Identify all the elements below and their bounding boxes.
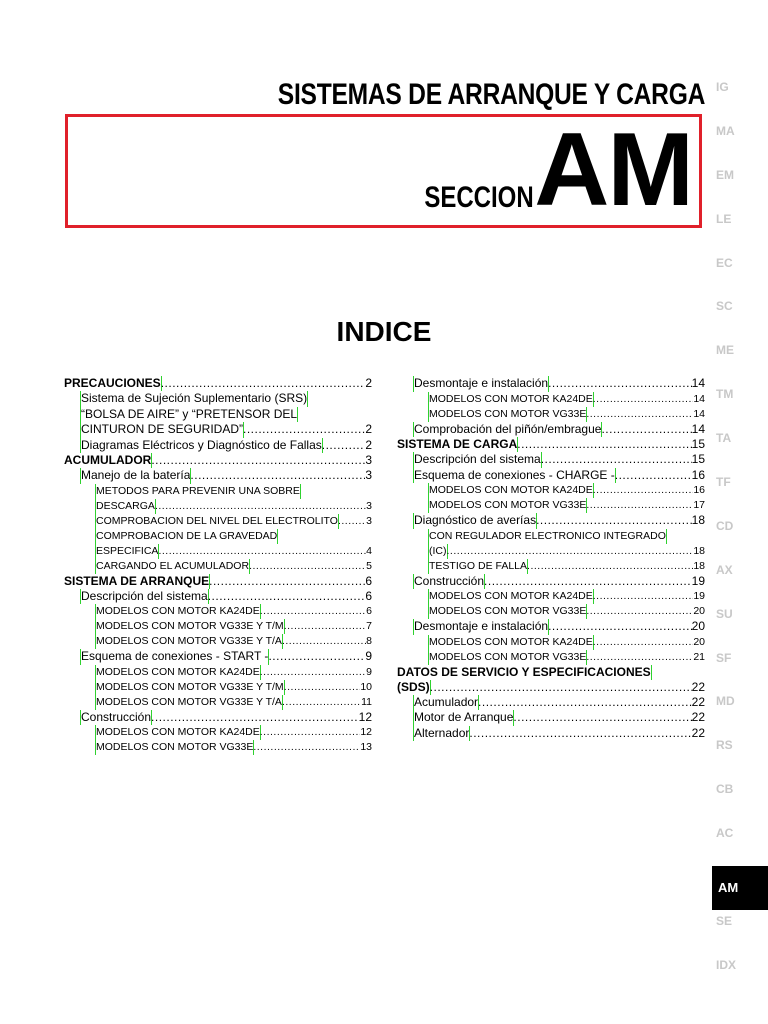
toc-entry-label[interactable]: Descripción del sistema xyxy=(81,588,208,603)
toc-entry-label[interactable]: MODELOS CON MOTOR KA24DE xyxy=(96,605,260,617)
toc-page-number: 18 xyxy=(691,513,705,527)
toc-entry-label[interactable]: MODELOS CON MOTOR KA24DE xyxy=(429,484,593,496)
toc-page-number: 16 xyxy=(693,484,705,496)
toc-leader-dots xyxy=(190,468,365,484)
toc-entry[interactable] xyxy=(397,635,705,650)
toc-leader-dots xyxy=(430,680,692,695)
toc-page-number: 20 xyxy=(691,619,705,633)
toc-entry[interactable] xyxy=(397,544,705,559)
toc-entry[interactable] xyxy=(64,725,372,740)
toc-page-number: 20 xyxy=(693,605,705,617)
toc-entry-label[interactable]: CINTURON DE SEGURIDAD” xyxy=(81,422,244,436)
toc-page-number: 6 xyxy=(365,588,372,603)
toc-entry[interactable] xyxy=(64,376,372,391)
toc-entry[interactable] xyxy=(397,437,705,452)
toc-entry[interactable] xyxy=(397,513,705,529)
toc-entry-label[interactable]: Desmontaje e instalación xyxy=(414,619,549,633)
toc-page-number: 16 xyxy=(691,467,705,482)
tab-sf[interactable]: SF xyxy=(716,650,732,665)
toc-leader-dots xyxy=(593,635,694,650)
toc-page-number: 9 xyxy=(366,665,372,678)
toc-entry-label[interactable]: MODELOS CON MOTOR VG33E xyxy=(96,741,254,753)
toc-leader-dots xyxy=(513,710,691,726)
toc-entry[interactable] xyxy=(397,619,705,635)
toc-entry-label[interactable]: MODELOS CON MOTOR VG33E xyxy=(429,605,587,617)
toc-entry-label[interactable]: Esquema de conexiones - CHARGE - xyxy=(414,467,615,482)
toc-entry-label[interactable]: PRECAUCIONES xyxy=(64,376,161,390)
toc-entry[interactable] xyxy=(64,574,372,589)
toc-entry-label[interactable]: DESCARGA xyxy=(96,499,155,512)
toc-entry[interactable] xyxy=(64,665,372,680)
toc-entry-label[interactable]: (IC) xyxy=(429,544,447,557)
toc-page-number: 14 xyxy=(691,376,705,390)
toc-page-number: 22 xyxy=(691,694,705,709)
toc-leader-dots xyxy=(548,376,692,392)
toc-leader-dots xyxy=(586,650,693,665)
toc-entry-label[interactable]: Acumulador xyxy=(414,694,479,709)
toc-left-column xyxy=(64,376,372,755)
toc-page-number: 3 xyxy=(366,499,372,512)
index-heading: INDICE xyxy=(336,316,432,347)
toc-entry-label[interactable]: Desmontaje e instalación xyxy=(414,376,549,390)
toc-leader-dots xyxy=(586,604,693,619)
toc-entry[interactable] xyxy=(64,422,372,438)
toc-page-number: 17 xyxy=(693,499,705,511)
toc-page-number: 22 xyxy=(691,710,705,724)
toc-entry-label[interactable]: MODELOS CON MOTOR VG33E Y T/M xyxy=(96,620,284,632)
toc-entry[interactable] xyxy=(64,619,372,634)
toc-entry-label[interactable]: METODOS PARA PREVENIR UNA SOBRE xyxy=(96,484,300,497)
toc-entry[interactable] xyxy=(397,422,705,438)
toc-leader-dots xyxy=(284,619,366,634)
toc-entry[interactable] xyxy=(64,634,372,649)
toc-entry-label[interactable]: Construcción xyxy=(81,709,152,724)
section-label: SECCION xyxy=(424,181,534,214)
toc-leader-dots xyxy=(593,392,694,407)
toc-page-number: 19 xyxy=(693,590,705,602)
toc-leader-dots xyxy=(593,589,694,604)
toc-leader-dots xyxy=(243,422,365,438)
section-code: AM xyxy=(534,112,692,228)
toc-page-number: 15 xyxy=(691,437,705,451)
tab-md[interactable]: MD xyxy=(716,694,735,709)
tab-ma[interactable]: MA xyxy=(716,123,735,138)
toc-page-number: 6 xyxy=(366,605,372,617)
toc-page-number: 3 xyxy=(366,514,372,527)
toc-page-number: 6 xyxy=(365,573,372,588)
toc-page-number: 19 xyxy=(691,573,705,588)
tab-me[interactable]: ME xyxy=(716,343,734,358)
toc-entry-label[interactable]: SISTEMA DE ARRANQUE xyxy=(64,573,210,588)
toc-entry[interactable] xyxy=(64,529,372,544)
toc-leader-dots xyxy=(260,604,366,619)
toc-entry[interactable] xyxy=(397,559,705,574)
toc-entry[interactable] xyxy=(64,680,372,695)
toc-entry[interactable] xyxy=(397,604,705,619)
toc-entry[interactable] xyxy=(397,376,705,392)
toc-page-number: 22 xyxy=(691,679,705,694)
toc-entry-label[interactable]: MODELOS CON MOTOR KA24DE xyxy=(96,665,260,678)
toc-page-number: 14 xyxy=(693,392,705,405)
toc-leader-dots xyxy=(469,726,691,742)
toc-leader-dots xyxy=(155,499,366,514)
toc-page-number: 21 xyxy=(693,650,705,663)
toc-leader-dots xyxy=(517,437,691,452)
toc-leader-dots xyxy=(249,559,366,574)
tab-sc[interactable]: SC xyxy=(716,299,733,314)
toc-entry[interactable] xyxy=(397,650,705,665)
toc-right-column xyxy=(397,376,705,741)
toc-entry-label[interactable]: (SDS) xyxy=(397,679,430,694)
toc-entry-label[interactable]: TESTIGO DE FALLA xyxy=(429,559,528,572)
toc-page-number: 9 xyxy=(365,649,372,663)
tab-ig[interactable]: IG xyxy=(716,80,729,94)
toc-leader-dots xyxy=(593,483,694,498)
toc-entry-label[interactable]: SISTEMA DE CARGA xyxy=(397,437,518,451)
toc-leader-dots xyxy=(548,619,692,635)
toc-leader-dots xyxy=(478,695,692,711)
toc-page-number: 7 xyxy=(366,620,372,632)
toc-entry[interactable] xyxy=(64,695,372,710)
toc-entry[interactable] xyxy=(64,391,372,407)
tab-idx[interactable]: IDX xyxy=(716,957,737,972)
toc-leader-dots xyxy=(484,574,692,590)
toc-page-number: 13 xyxy=(360,741,372,753)
toc-entry[interactable] xyxy=(397,726,705,742)
toc-entry[interactable] xyxy=(64,514,372,529)
toc-leader-dots xyxy=(322,438,366,454)
toc-entry[interactable] xyxy=(64,604,372,619)
tab-em[interactable]: EM xyxy=(716,167,734,182)
tab-ec[interactable]: EC xyxy=(716,255,733,270)
toc-entry[interactable] xyxy=(64,453,372,468)
toc-entry-label[interactable]: MODELOS CON MOTOR VG33E Y T/A xyxy=(96,635,282,647)
toc-page-number: 3 xyxy=(365,453,372,467)
toc-entry-label[interactable]: MODELOS CON MOTOR KA24DE xyxy=(429,392,593,405)
tab-su[interactable]: SU xyxy=(716,606,733,621)
toc-leader-dots xyxy=(282,695,361,710)
toc-page-number: 12 xyxy=(358,709,372,724)
tab-ac[interactable]: AC xyxy=(716,826,734,841)
section-title: SISTEMAS DE ARRANQUE Y CARGA xyxy=(277,78,705,111)
toc-entry-label[interactable]: MODELOS CON MOTOR KA24DE xyxy=(429,590,593,602)
section-tabs xyxy=(712,76,768,998)
toc-entry[interactable] xyxy=(64,740,372,755)
toc-entry-label[interactable]: Comprobación del piñón/embrague xyxy=(414,421,602,436)
toc-entry-label[interactable]: ESPECIFICA xyxy=(96,544,159,557)
tab-tm[interactable]: TM xyxy=(716,387,734,402)
toc-entry-label[interactable]: Motor de Arranque xyxy=(414,710,514,724)
toc-entry[interactable] xyxy=(397,498,705,513)
toc-page-number: 4 xyxy=(366,544,372,557)
toc-leader-dots xyxy=(253,740,360,755)
toc-entry-label[interactable]: Esquema de conexiones - START - xyxy=(81,649,269,663)
toc-entry-label[interactable]: COMPROBACION DE LA GRAVEDAD xyxy=(96,529,278,542)
toc-page-number: 10 xyxy=(360,680,372,693)
tab-cd[interactable]: CD xyxy=(716,518,734,533)
toc-leader-dots xyxy=(586,498,693,513)
tab-tf[interactable]: TF xyxy=(716,475,731,490)
toc-entry[interactable] xyxy=(397,665,705,680)
toc-leader-dots xyxy=(209,574,365,589)
toc-entry[interactable] xyxy=(397,710,705,726)
toc-entry-label[interactable]: Manejo de la batería xyxy=(81,468,191,482)
toc-entry[interactable] xyxy=(64,484,372,499)
toc-entry-label[interactable]: MODELOS CON MOTOR VG33E xyxy=(429,650,587,663)
toc-entry-label[interactable]: MODELOS CON MOTOR VG33E Y T/A xyxy=(96,695,282,708)
toc-leader-dots xyxy=(536,513,692,529)
toc-leader-dots xyxy=(268,649,365,665)
toc-leader-dots xyxy=(284,680,361,695)
toc-entry-label[interactable]: Sistema de Sujeción Suplementario (SRS) xyxy=(81,391,308,405)
toc-entry-label[interactable]: CARGANDO EL ACUMULADOR xyxy=(96,559,250,572)
toc-entry[interactable] xyxy=(64,559,372,574)
toc-page-number: 2 xyxy=(365,437,372,452)
toc-entry-label[interactable]: Construcción xyxy=(414,573,485,588)
toc-entry[interactable] xyxy=(397,574,705,590)
toc-leader-dots xyxy=(208,589,366,605)
toc-entry[interactable] xyxy=(64,438,372,454)
toc-entry[interactable] xyxy=(397,452,705,468)
toc-page-number: 5 xyxy=(366,559,372,572)
toc-entry[interactable] xyxy=(64,407,372,423)
toc-entry-label[interactable]: MODELOS CON MOTOR KA24DE xyxy=(429,635,593,648)
tab-cb[interactable]: CB xyxy=(716,782,734,797)
toc-entry-label[interactable]: “BOLSA DE AIRE” y “PRETENSOR DEL xyxy=(81,406,298,421)
toc-leader-dots xyxy=(601,422,691,438)
toc-leader-dots xyxy=(447,544,694,559)
toc-leader-dots xyxy=(282,634,366,649)
toc-leader-dots xyxy=(338,514,366,529)
toc-entry[interactable] xyxy=(397,589,705,604)
toc-entry[interactable] xyxy=(64,468,372,484)
toc-entry-label[interactable]: MODELOS CON MOTOR VG33E xyxy=(429,407,587,420)
toc-entry[interactable] xyxy=(397,680,705,695)
toc-entry-label[interactable]: DATOS DE SERVICIO Y ESPECIFICACIONES xyxy=(397,664,651,679)
toc-leader-dots xyxy=(615,468,692,484)
toc-leader-dots xyxy=(527,559,693,574)
tab-rs[interactable]: RS xyxy=(716,738,733,753)
toc-leader-dots xyxy=(161,376,366,391)
toc-entry[interactable] xyxy=(397,407,705,422)
toc-entry[interactable] xyxy=(64,710,372,726)
toc-entry-label[interactable]: MODELOS CON MOTOR VG33E xyxy=(429,499,587,511)
toc-leader-dots xyxy=(151,453,365,468)
toc-page-number: 20 xyxy=(693,635,705,648)
toc-entry-label[interactable]: COMPROBACION DEL NIVEL DEL ELECTROLITO xyxy=(96,514,338,527)
toc-entry[interactable] xyxy=(64,544,372,559)
toc-entry-label[interactable]: ACUMULADOR xyxy=(64,453,152,467)
toc-entry[interactable] xyxy=(397,695,705,711)
toc-entry-label[interactable]: MODELOS CON MOTOR KA24DE xyxy=(96,726,260,738)
toc-entry-label[interactable]: CON REGULADOR ELECTRONICO INTEGRADO xyxy=(429,529,666,542)
toc-page-number: 12 xyxy=(360,726,372,738)
toc-page-number: 8 xyxy=(366,635,372,647)
toc-page-number: 18 xyxy=(693,544,705,557)
toc-leader-dots xyxy=(260,725,361,740)
toc-page-number: 11 xyxy=(361,695,372,708)
toc-entry[interactable] xyxy=(397,529,705,544)
toc-entry[interactable] xyxy=(397,483,705,498)
toc-page-number: 2 xyxy=(365,376,372,390)
toc-entry-label[interactable]: Diagnóstico de averías xyxy=(414,513,537,527)
toc-entry[interactable] xyxy=(397,468,705,484)
toc-page-number: 15 xyxy=(691,452,705,466)
toc-page-number: 2 xyxy=(365,422,372,436)
toc-leader-dots xyxy=(260,665,366,680)
toc-leader-dots xyxy=(158,544,366,559)
tab-am[interactable]: AM xyxy=(712,866,768,910)
toc-leader-dots xyxy=(541,452,692,468)
toc-entry-label[interactable]: Diagramas Eléctricos y Diagnóstico de Fallas xyxy=(81,437,322,452)
tab-le[interactable]: LE xyxy=(716,211,732,226)
tab-ax[interactable]: AX xyxy=(716,562,733,577)
toc-page-number: 18 xyxy=(693,559,705,572)
tab-se[interactable]: SE xyxy=(716,913,733,928)
toc-leader-dots xyxy=(586,407,693,422)
toc-entry-label[interactable]: MODELOS CON MOTOR VG33E Y T/M xyxy=(96,680,284,693)
toc-page-number: 14 xyxy=(693,407,705,420)
toc-entry-label[interactable]: Alternador xyxy=(414,725,470,740)
toc-entry[interactable] xyxy=(397,392,705,407)
toc-page-number: 3 xyxy=(365,468,372,482)
tab-ta[interactable]: TA xyxy=(716,431,732,446)
toc-page-number: 14 xyxy=(691,421,705,436)
toc-page-number: 22 xyxy=(691,725,705,740)
toc-leader-dots xyxy=(151,710,359,726)
toc-entry[interactable] xyxy=(64,649,372,665)
toc-entry[interactable] xyxy=(64,499,372,514)
toc-entry[interactable] xyxy=(64,589,372,605)
toc-entry-label[interactable]: Descripción del sistema xyxy=(414,452,541,466)
